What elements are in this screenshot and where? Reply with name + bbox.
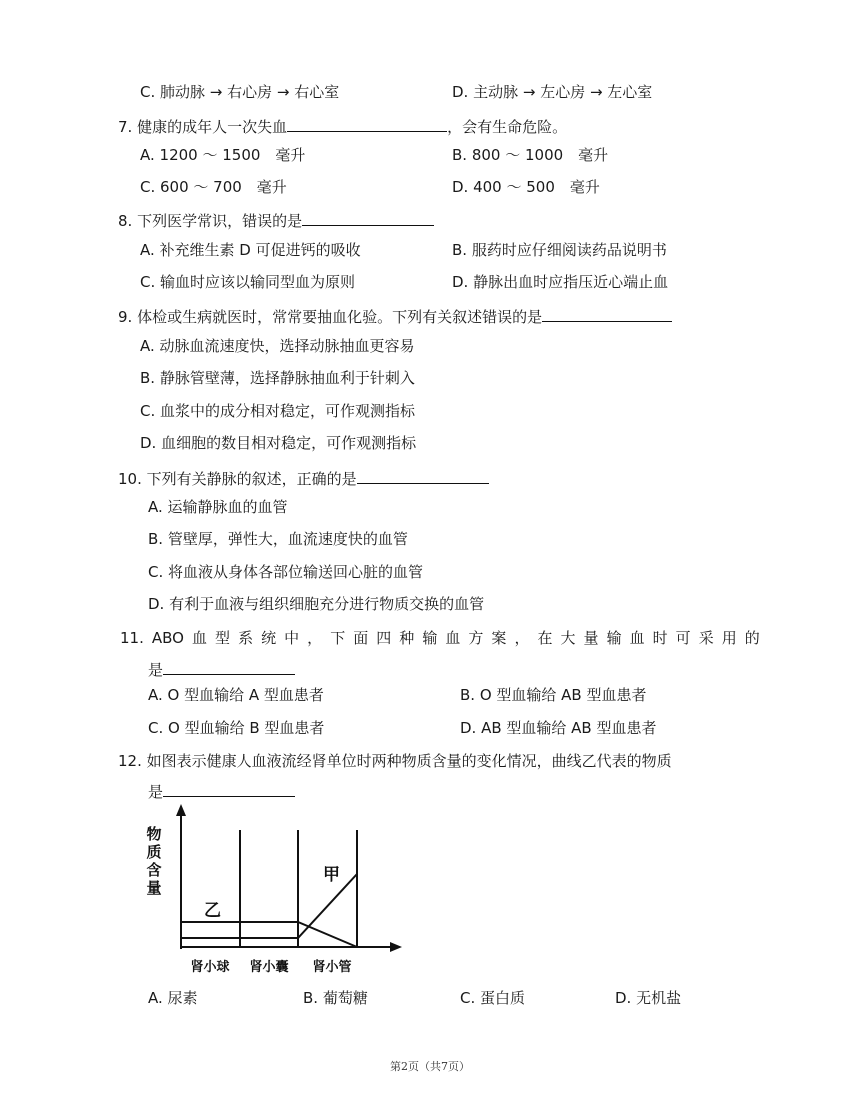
q11-stem-word: 量 bbox=[583, 629, 599, 647]
y-label-char-3: 含 bbox=[146, 861, 162, 879]
q12-stem-continuation bbox=[148, 780, 295, 802]
q11-stem-word: ， bbox=[307, 629, 323, 647]
q8-option-a: A. 补充维生素 D 可促进钙的吸收 bbox=[140, 241, 361, 259]
curve-yi-line bbox=[181, 922, 357, 947]
q11-option-d: D. AB 型血输给 AB 型血患者 bbox=[460, 719, 657, 737]
q11-stem-word: 在 bbox=[537, 629, 553, 647]
y-label-char-4: 量 bbox=[146, 879, 162, 897]
section-label-glomerulus: 肾小球 bbox=[190, 960, 230, 975]
x-axis-arrow-icon bbox=[390, 942, 402, 952]
q11-stem-word: 四 bbox=[376, 629, 392, 647]
q10-option-a: A. 运输静脉血的血管 bbox=[148, 498, 288, 516]
q11-stem-word: 案 bbox=[491, 629, 507, 647]
q12-option-a: A. 尿素 bbox=[148, 989, 198, 1007]
q11-stem-word: 型 bbox=[215, 629, 231, 647]
y-label-char-1: 物 bbox=[146, 825, 162, 843]
q7-option-b: B. 800 ～ 1000 毫升 bbox=[452, 146, 609, 164]
q9-answer-blank[interactable] bbox=[542, 305, 672, 322]
q8-answer-blank[interactable] bbox=[302, 209, 434, 226]
q11-stem-word: 血 bbox=[445, 629, 461, 647]
q12-option-d: D. 无机盐 bbox=[615, 989, 682, 1007]
q9-option-c: C. 血浆中的成分相对稳定，可作观测指标 bbox=[140, 402, 416, 420]
q7-stem-text: 7. 健康的成年人一次失血 bbox=[118, 118, 288, 136]
q9-stem bbox=[118, 305, 672, 327]
q10-option-b: B. 管壁厚，弹性大，血流速度快的血管 bbox=[148, 530, 408, 548]
q11-stem-word: 面 bbox=[353, 629, 369, 647]
q11-stem-word: 采 bbox=[698, 629, 714, 647]
q11-option-b: B. O 型血输给 AB 型血患者 bbox=[460, 686, 647, 704]
q8-option-b: B. 服药时应仔细阅读药品说明书 bbox=[452, 241, 667, 259]
q11-option-a: A. O 型血输给 A 型血患者 bbox=[148, 686, 324, 704]
q8-stem bbox=[118, 209, 434, 231]
q12-stem: 12. 如图表示健康人血液流经肾单位时两种物质含量的变化情况，曲线乙代表的物质 bbox=[118, 752, 672, 770]
q10-option-d: D. 有利于血液与组织细胞充分进行物质交换的血管 bbox=[148, 595, 485, 613]
q7-stem bbox=[118, 115, 567, 137]
q11-option-c: C. O 型血输给 B 型血患者 bbox=[148, 719, 325, 737]
q11-stem-word: 用 bbox=[721, 629, 737, 647]
q9-option-b: B. 静脉管壁薄，选择静脉抽血利于针刺入 bbox=[140, 369, 415, 387]
q12-option-c: C. 蛋白质 bbox=[460, 989, 526, 1007]
q11-stem-word: 输 bbox=[422, 629, 438, 647]
q7-option-a: A. 1200 ～ 1500 毫升 bbox=[140, 146, 306, 164]
q9-option-d: D. 血细胞的数目相对稳定，可作观测指标 bbox=[140, 434, 417, 452]
q11-stem-word: 的 bbox=[744, 629, 760, 647]
q11-stem-word: 血 bbox=[629, 629, 645, 647]
page-footer: 第2页（共7页） bbox=[390, 1060, 470, 1073]
q7-stem-tail: ，会有生命危险。 bbox=[447, 118, 568, 136]
q10-stem-text: 10. 下列有关静脉的叙述，正确的是 bbox=[118, 470, 357, 488]
q11-stem-word: 可 bbox=[675, 629, 691, 647]
q11-stem-word: 种 bbox=[399, 629, 415, 647]
q11-stem-word: 血 bbox=[192, 629, 208, 647]
q10-option-c: C. 将血液从身体各部位输送回心脏的血管 bbox=[148, 563, 424, 581]
section-label-capsule: 肾小囊 bbox=[249, 960, 289, 975]
q12-stem-cont-text: 是 bbox=[148, 783, 164, 801]
q8-option-d: D. 静脉出血时应指压近心端止血 bbox=[452, 273, 669, 291]
q11-stem-word: 大 bbox=[560, 629, 576, 647]
q9-stem-text: 9. 体检或生病就医时，常常要抽血化验。下列有关叙述错误的是 bbox=[118, 308, 543, 326]
q11-stem-continuation bbox=[148, 658, 295, 680]
y-axis-label bbox=[146, 825, 161, 897]
curve-yi-label: 乙 bbox=[204, 901, 221, 921]
q11-stem-word: 下 bbox=[330, 629, 346, 647]
y-label-char-2: 质 bbox=[146, 843, 162, 861]
q12-answer-blank[interactable] bbox=[163, 780, 295, 797]
q12-figure bbox=[140, 800, 410, 982]
q11-stem-word: 11. bbox=[120, 629, 144, 647]
q11-answer-blank[interactable] bbox=[163, 658, 295, 675]
q11-stem-word: 输 bbox=[606, 629, 622, 647]
q8-stem-text: 8. 下列医学常识，错误的是 bbox=[118, 212, 303, 230]
q11-stem bbox=[120, 628, 760, 648]
q11-stem-word: 统 bbox=[261, 629, 277, 647]
q7-option-c: C. 600 ～ 700 毫升 bbox=[140, 178, 287, 196]
q11-stem-word: 方 bbox=[468, 629, 484, 647]
q10-stem bbox=[118, 467, 489, 489]
q11-stem-word: 时 bbox=[652, 629, 668, 647]
q11-stem-word: ABO bbox=[151, 629, 184, 647]
q6-option-d: D. 主动脉 → 左心房 → 左心室 bbox=[452, 83, 653, 101]
q11-stem-cont-text: 是 bbox=[148, 661, 164, 679]
curve-jia-label: 甲 bbox=[323, 865, 340, 885]
q7-answer-blank[interactable] bbox=[287, 115, 447, 132]
q11-stem-word: 系 bbox=[238, 629, 254, 647]
q12-option-b: B. 葡萄糖 bbox=[303, 989, 368, 1007]
q9-option-a: A. 动脉血流速度快，选择动脉抽血更容易 bbox=[140, 337, 415, 355]
q6-option-c: C. 肺动脉 → 右心房 → 右心室 bbox=[140, 83, 340, 101]
q11-stem-word: 中 bbox=[284, 629, 300, 647]
y-axis-arrow-icon bbox=[176, 804, 186, 816]
q10-answer-blank[interactable] bbox=[357, 467, 489, 484]
q7-option-d: D. 400 ～ 500 毫升 bbox=[452, 178, 600, 196]
section-label-tubule: 肾小管 bbox=[312, 960, 352, 975]
q11-stem-word: ， bbox=[514, 629, 530, 647]
q8-option-c: C. 输血时应该以输同型血为原则 bbox=[140, 273, 356, 291]
